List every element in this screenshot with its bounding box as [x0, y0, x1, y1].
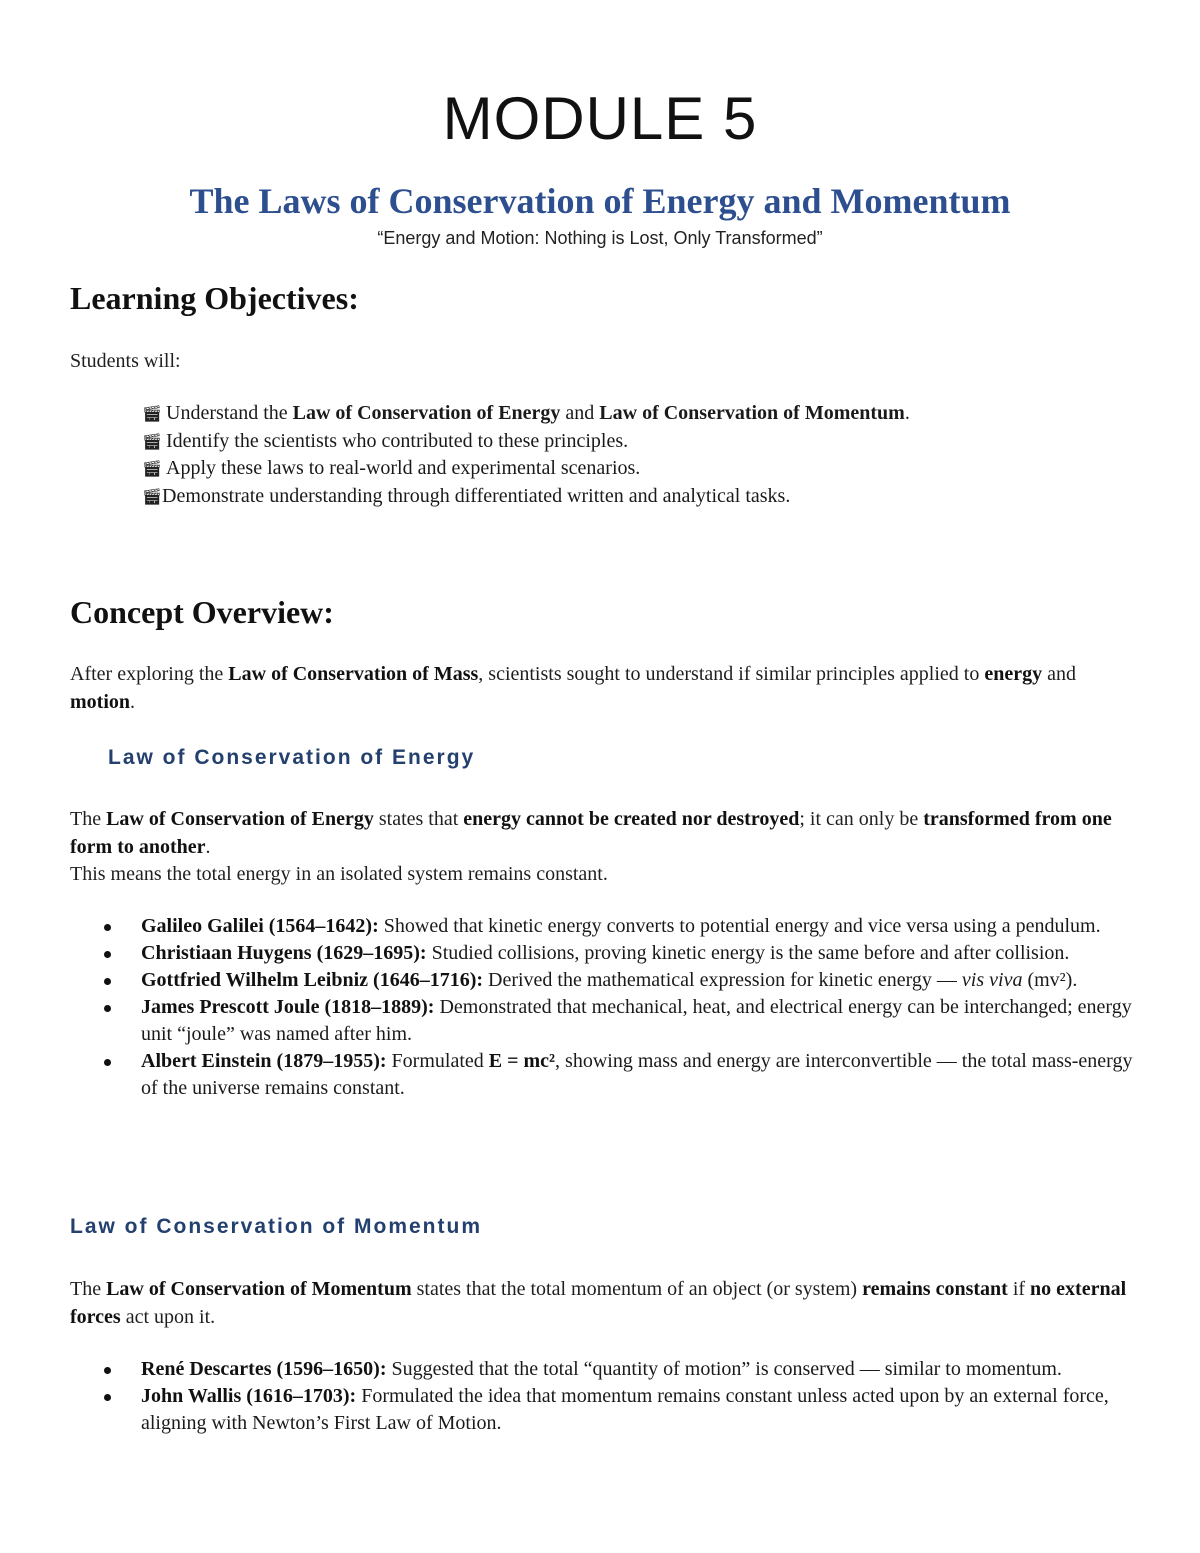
energy-scientists-list	[100, 913, 1140, 1102]
bullet-icon	[104, 951, 111, 958]
module-title: MODULE 5	[442, 85, 758, 152]
momentum-definition: The Law of Conservation of Momentum states that the total momentum of an object (or system) remains constant if no external forces act upon it.	[70, 1278, 1127, 1328]
bullet-icon	[104, 1394, 111, 1401]
list-item: Galileo Galilei (1564–1642): Showed that kinetic energy converts to potential energy and vice versa using a pendulum.	[100, 913, 1140, 940]
momentum-scientists-list	[100, 1356, 1140, 1437]
bullet-icon	[104, 1059, 111, 1066]
energy-definition: The Law of Conservation of Energy states that energy cannot be created nor destroyed; it can only be transformed from one form to another.	[70, 808, 1112, 858]
momentum-law-heading: Law of Conservation of Momentum	[70, 1215, 483, 1238]
clapperboard-icon: 🎬︎	[142, 488, 163, 506]
clapperboard-icon: 🎬︎	[142, 461, 163, 478]
tagline: “Energy and Motion: Nothing is Lost, Only Transformed”	[377, 228, 823, 248]
list-item: Christiaan Huygens (1629–1695): Studied collisions, proving kinetic energy is the same before and after collision.	[100, 940, 1140, 967]
list-item: James Prescott Joule (1818–1889): Demonstrated that mechanical, heat, and electrical energy can be interchanged; energy unit “joule” was named after him.	[100, 994, 1140, 1048]
energy-explanation: This means the total energy in an isolated system remains constant.	[70, 863, 608, 885]
list-item: Albert Einstein (1879–1955): Formulated E = mc², showing mass and energy are interconvertible — the total mass-energy of the universe remains constant.	[100, 1048, 1140, 1102]
bullet-icon	[104, 1367, 111, 1374]
energy-law-heading: Law of Conservation of Energy	[108, 746, 476, 769]
list-item: René Descartes (1596–1650): Suggested that the total “quantity of motion” is conserved — similar to momentum.	[100, 1356, 1140, 1383]
objectives-list	[142, 400, 1142, 510]
list-item: John Wallis (1616–1703): Formulated the idea that momentum remains constant unless acted upon by an external force, aligning with Newton’s First Law of Motion.	[100, 1383, 1140, 1437]
list-item: Gottfried Wilhelm Leibniz (1646–1716): Derived the mathematical expression for kinetic energy — vis viva (mv²).	[100, 967, 1140, 994]
bullet-icon	[104, 978, 111, 985]
bullet-icon	[104, 1005, 111, 1012]
objective-item: 🎬︎Demonstrate understanding through differentiated written and analytical tasks.	[142, 483, 1142, 511]
objective-item: 🎬︎ Identify the scientists who contributed to these principles.	[142, 428, 1142, 456]
concept-overview-heading: Concept Overview:	[70, 594, 334, 630]
overview-paragraph: After exploring the Law of Conservation of Mass, scientists sought to understand if similar principles applied to energy and motion.	[70, 663, 1076, 713]
clapperboard-icon: 🎬︎	[142, 406, 163, 423]
objective-item: 🎬︎ Understand the Law of Conservation of Energy and Law of Conservation of Momentum.	[142, 400, 1142, 428]
document-title: The Laws of Conservation of Energy and Momentum	[189, 181, 1011, 221]
objective-item: 🎬︎ Apply these laws to real-world and experimental scenarios.	[142, 455, 1142, 483]
clapperboard-icon: 🎬︎	[142, 433, 163, 451]
objectives-intro: Students will:	[70, 350, 181, 372]
bullet-icon	[104, 924, 111, 931]
learning-objectives-heading: Learning Objectives:	[70, 280, 359, 316]
